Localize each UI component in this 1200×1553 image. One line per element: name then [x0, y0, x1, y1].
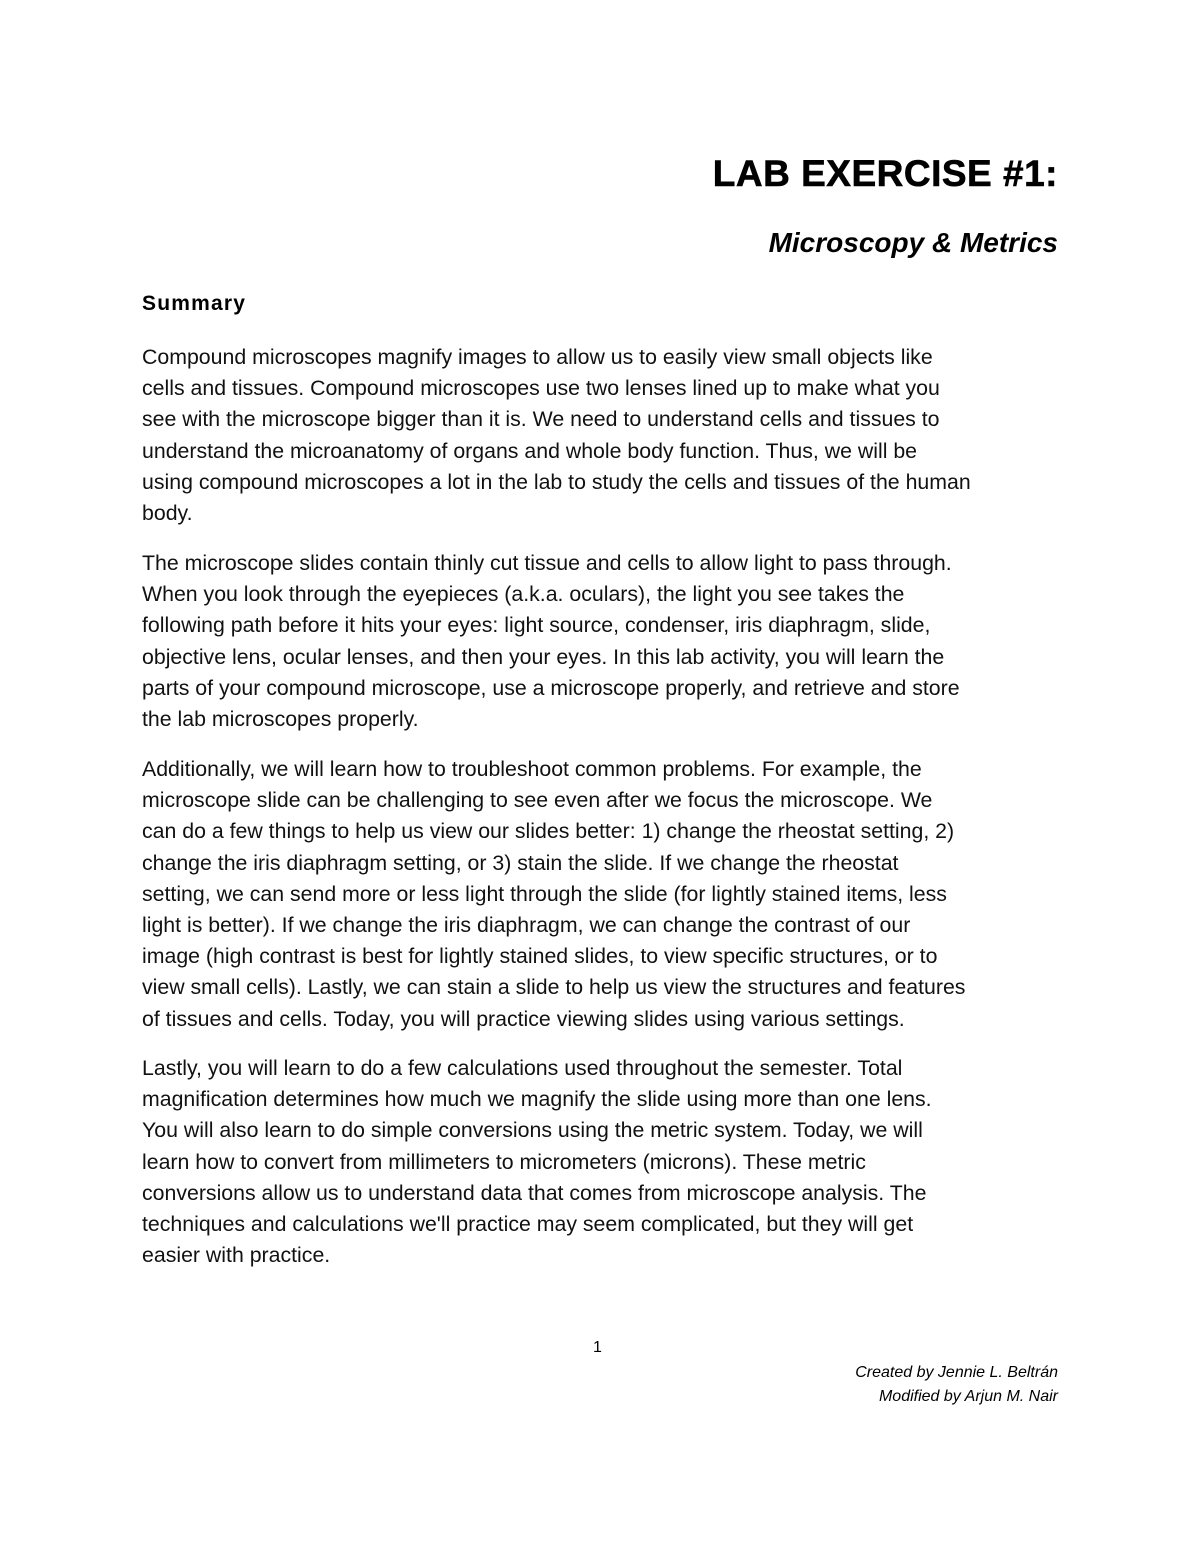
text-line: When you look through the eyepieces (a.k.a. oculars), the light you see takes the: [142, 582, 905, 607]
text-line: image (high contrast is best for lightly stained slides, to view specific structures, or to: [142, 944, 938, 969]
text-line: setting, we can send more or less light through the slide (for lightly stained items, less: [142, 881, 947, 906]
text-line: Compound microscopes magnify images to allow us to easily view small objects like: [142, 345, 933, 369]
text-line: techniques and calculations we'll practice may seem complicated, but they will get: [142, 1212, 914, 1237]
text-line: following path before it hits your eyes: light source, condenser, iris diaphragm, slide,: [142, 613, 931, 638]
page-number: 1: [593, 1339, 602, 1356]
text-line: learn how to convert from millimeters to micrometers (microns). These metric: [142, 1149, 866, 1174]
document-title: LAB EXERCISE #1:: [712, 153, 1058, 194]
paragraph-3: [142, 754, 1062, 1035]
text-line: Lastly, you will learn to do a few calculations used throughout the semester. Total: [142, 1056, 903, 1080]
text-line: microscope slide can be challenging to see even after we focus the microscope. We: [142, 788, 933, 813]
text-line: Additionally, we will learn how to troubleshoot common problems. For example, the: [142, 757, 922, 781]
text-line: The microscope slides contain thinly cut tissue and cells to allow light to pass through.: [142, 551, 952, 575]
text-line: view small cells). Lastly, we can stain a slide to help us view the structures and features: [142, 975, 966, 1000]
text-line: change the iris diaphragm setting, or 3) stain the slide. If we change the rheostat: [142, 850, 899, 875]
paragraph-1: [142, 342, 1062, 529]
text-line: can do a few things to help us view our slides better: 1) change the rheostat setting, 2): [142, 819, 955, 844]
text-line: magnification determines how much we magnify the slide using more than one lens.: [142, 1087, 932, 1112]
text-line: objective lens, ocular lenses, and then your eyes. In this lab activity, you will learn the: [142, 644, 945, 669]
document-subtitle: Microscopy & Metrics: [768, 227, 1058, 258]
paragraph-4: [142, 1053, 1062, 1271]
text-line: cells and tissues. Compound microscopes use two lenses lined up to make what you: [142, 376, 940, 401]
created-by-credit: Created by Jennie L. Beltrán: [855, 1364, 1058, 1381]
text-line: using compound microscopes a lot in the lab to study the cells and tissues of the human: [142, 469, 971, 494]
text-line: parts of your compound microscope, use a microscope properly, and retrieve and store: [142, 675, 960, 700]
text-line: of tissues and cells. Today, you will practice viewing slides using various settings.: [142, 1006, 905, 1031]
modified-by-credit: Modified by Arjun M. Nair: [878, 1388, 1058, 1405]
footer-credits: [855, 1361, 1058, 1409]
section-heading-summary: Summary: [142, 292, 247, 315]
text-line: see with the microscope bigger than it is. We need to understand cells and tissues to: [142, 407, 940, 432]
text-line: easier with practice.: [142, 1243, 331, 1268]
text-line: body.: [142, 501, 193, 526]
text-line: You will also learn to do simple conversions using the metric system. Today, we will: [142, 1118, 923, 1143]
text-line: the lab microscopes properly.: [142, 707, 419, 732]
paragraph-2: [142, 548, 1062, 735]
text-line: understand the microanatomy of organs and whole body function. Thus, we will be: [142, 438, 918, 463]
text-line: light is better). If we change the iris diaphragm, we can change the contrast of our: [142, 913, 911, 938]
text-line: conversions allow us to understand data that comes from microscope analysis. The: [142, 1180, 927, 1205]
